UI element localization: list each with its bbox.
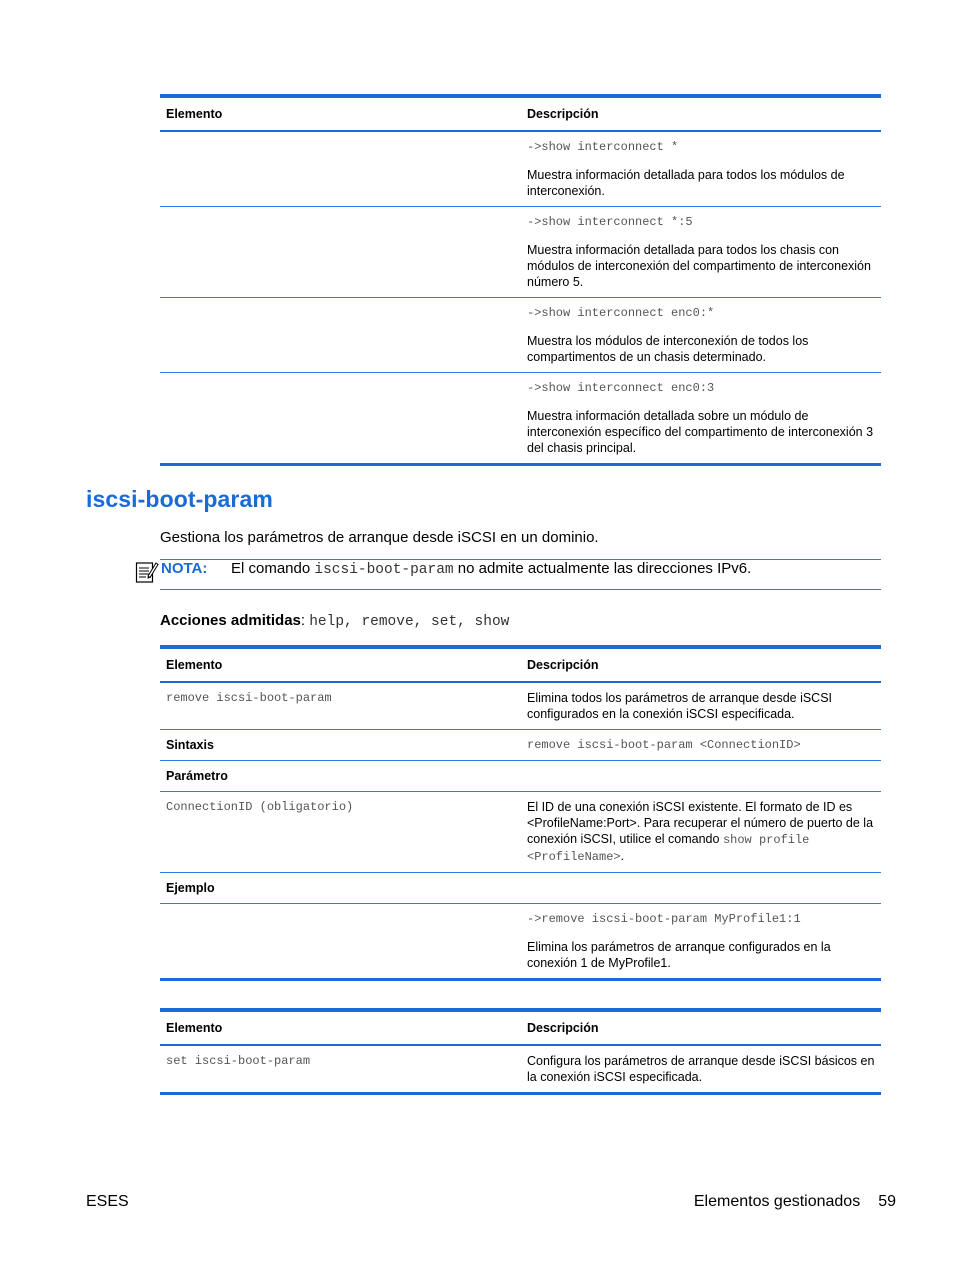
table-row xyxy=(160,683,881,730)
footer-section-title: Elementos gestionados xyxy=(693,1193,861,1210)
inline-command: show profile <ProfileName> xyxy=(527,833,810,864)
section-title: iscsi-boot-param xyxy=(86,486,273,512)
footer-section xyxy=(694,1193,896,1211)
actions-label: Acciones admitidas xyxy=(160,612,301,629)
command-example: ->show interconnect * xyxy=(527,140,679,154)
table-header-row xyxy=(160,98,881,132)
interconnect-examples-table xyxy=(160,94,881,466)
syntax-code: remove iscsi-boot-param <ConnectionID> xyxy=(527,738,801,752)
command-description: Muestra información detallada para todos los chasis con módulos de interconexión del compartimento de interconexión número 5. xyxy=(527,243,871,289)
command-description: Muestra los módulos de interconexión de todos los compartimentos de un chasis determinado. xyxy=(527,334,809,364)
table-row xyxy=(160,373,881,463)
table-bottom-rule xyxy=(160,1092,881,1095)
example-command: ->remove iscsi-boot-param MyProfile1:1 xyxy=(527,912,801,926)
header-elemento: Elemento xyxy=(166,107,223,121)
set-action-table xyxy=(160,1008,881,1095)
action-description: Elimina todos los parámetros de arranque desde iSCSI configurados en la conexión iSCSI especificada. xyxy=(527,691,833,721)
supported-actions: Acciones admitidas: help, remove, set, show xyxy=(160,612,510,630)
command-example: ->show interconnect enc0:* xyxy=(527,306,715,320)
parameter-header-row xyxy=(160,761,881,792)
table-row xyxy=(160,207,881,298)
action-command: remove iscsi-boot-param xyxy=(166,691,332,705)
note-label: NOTA: xyxy=(161,560,208,577)
table-header-row xyxy=(160,1012,881,1046)
section-intro: Gestiona los parámetros de arranque desde iSCSI en un dominio. xyxy=(160,529,599,546)
action-command: set iscsi-boot-param xyxy=(166,1054,311,1068)
command-description: Muestra información detallada sobre un módulo de interconexión específico del compartimento de interconexión 3 del chasis principal. xyxy=(527,409,874,455)
parameter-description: El ID de una conexión iSCSI existente. El formato de ID es <ProfileName:Port>. Para recuperar el número de puerto de la conexión iSCSI, utilice el comando show profile <ProfileName>. xyxy=(527,800,874,864)
command-description: Muestra información detallada para todos los módulos de interconexión. xyxy=(527,168,845,198)
header-elemento: Elemento xyxy=(166,658,223,672)
table-row xyxy=(160,298,881,373)
table-row xyxy=(160,132,881,207)
action-description: Configura los parámetros de arranque desde iSCSI básicos en la conexión iSCSI especificada. xyxy=(527,1054,875,1084)
table-bottom-rule xyxy=(160,978,881,981)
actions-list: help, remove, set, show xyxy=(309,614,510,630)
syntax-row xyxy=(160,730,881,761)
page-number: 59 xyxy=(878,1193,896,1210)
note-text: El comando iscsi-boot-param no admite actualmente las direcciones IPv6. xyxy=(231,560,752,578)
table-row xyxy=(160,1046,881,1092)
command-example: ->show interconnect *:5 xyxy=(527,215,693,229)
example-label: Ejemplo xyxy=(166,881,215,895)
parameter-name: ConnectionID (obligatorio) xyxy=(166,800,354,814)
example-description: Elimina los parámetros de arranque configurados en la conexión 1 de MyProfile1. xyxy=(527,940,831,970)
remove-action-table xyxy=(160,645,881,981)
header-descripcion: Descripción xyxy=(527,658,599,672)
parameter-row xyxy=(160,792,881,873)
example-row xyxy=(160,904,881,978)
footer-language-code: ESES xyxy=(86,1193,129,1210)
example-header-row xyxy=(160,873,881,904)
parameter-label: Parámetro xyxy=(166,769,228,783)
note-icon xyxy=(135,560,159,584)
note-command: iscsi-boot-param xyxy=(314,562,454,578)
table-header-row xyxy=(160,649,881,683)
command-example: ->show interconnect enc0:3 xyxy=(527,381,715,395)
header-descripcion: Descripción xyxy=(527,107,599,121)
syntax-label: Sintaxis xyxy=(166,738,214,752)
header-elemento: Elemento xyxy=(166,1021,223,1035)
table-bottom-rule xyxy=(160,463,881,466)
header-descripcion: Descripción xyxy=(527,1021,599,1035)
